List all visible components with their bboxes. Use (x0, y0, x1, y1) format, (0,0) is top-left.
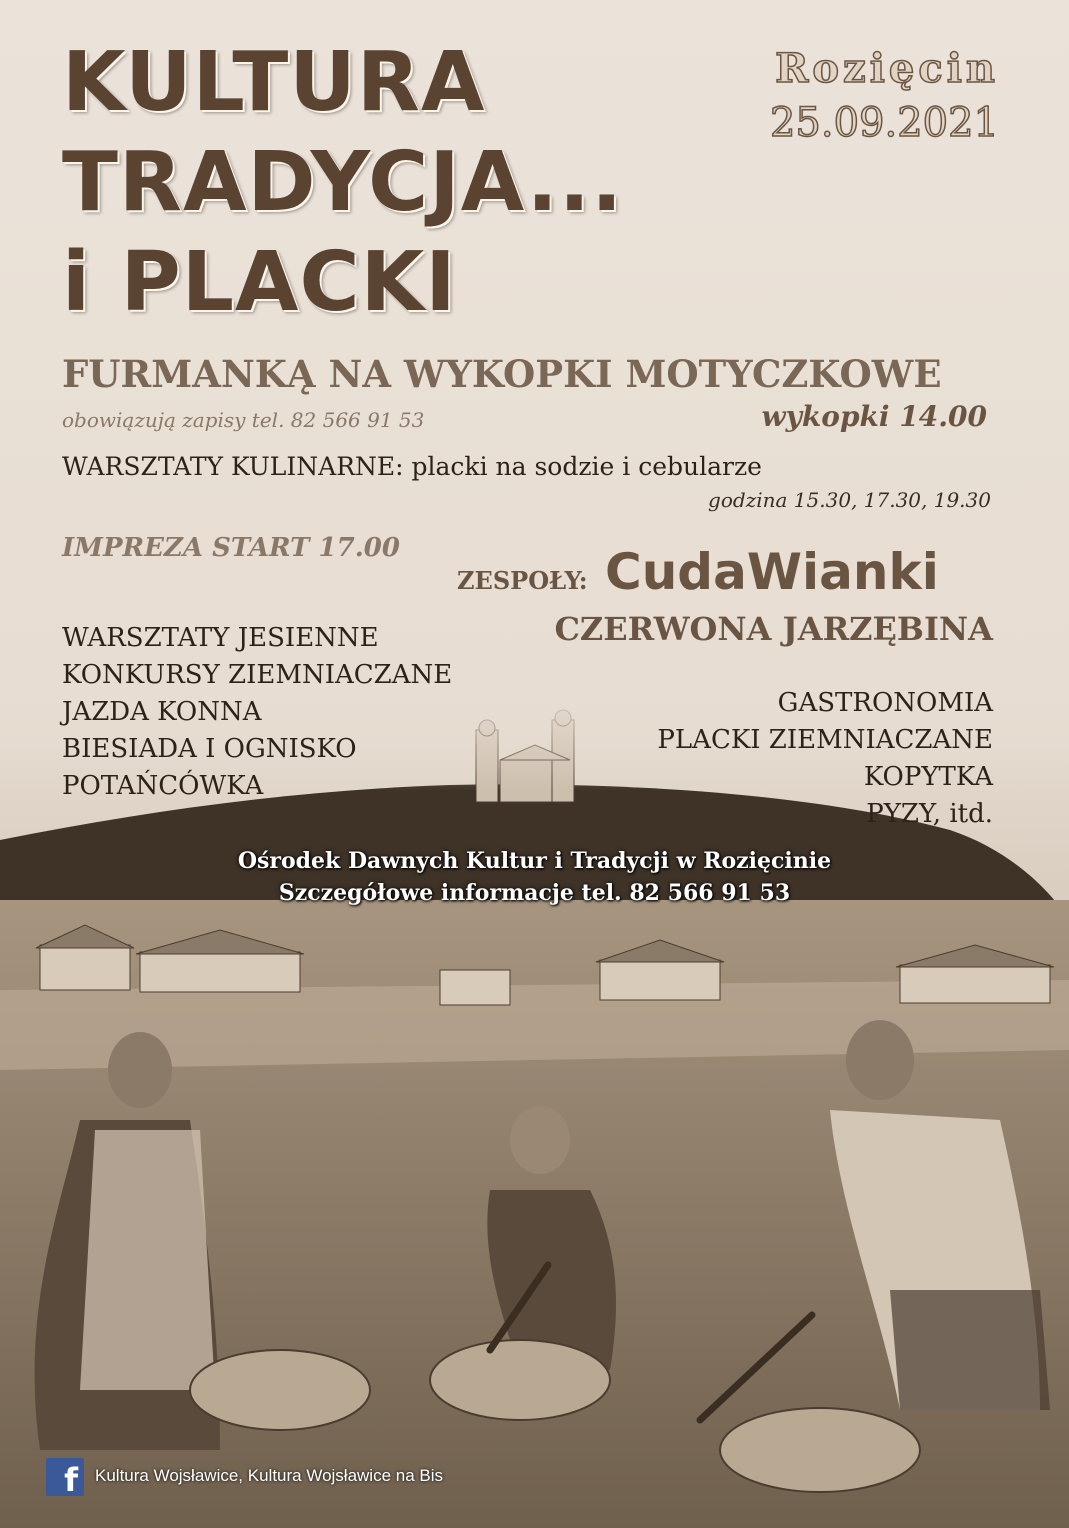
list-item: WARSZTATY JESIENNE (62, 623, 379, 653)
activities-list (62, 620, 452, 805)
workshop-hours: godzina 15.30, 17.30, 19.30 (708, 488, 991, 512)
facebook-icon[interactable]: f (46, 1458, 84, 1496)
registration-note: obowiązują zapisy tel. 82 566 91 53 (62, 408, 425, 432)
title-line-2: TRADYCJA... (62, 135, 624, 230)
list-item: POTAŃCÓWKA (62, 771, 264, 801)
info-phone: Szczegółowe informacje tel. 82 566 91 53 (278, 880, 791, 906)
list-item: KOPYTKA (863, 762, 993, 792)
workshops-text: WARSZTATY KULINARNE: placki na sodzie i cebularze (62, 452, 762, 481)
bands-label: ZESPOŁY: (457, 566, 588, 595)
list-item: PYZY, itd. (866, 799, 993, 829)
list-item: BIESIADA I OGNISKO (62, 734, 357, 764)
title-line-3: i PLACKI (62, 235, 457, 330)
event-place: Rozięcin (775, 45, 999, 92)
list-item: PLACKI ZIEMNIACZANE (657, 725, 993, 755)
digging-time: wykopki 14.00 (761, 400, 987, 433)
facebook-pages[interactable]: Kultura Wojsławice, Kultura Wojsławice na Bis (95, 1466, 444, 1485)
organizer: Ośrodek Dawnych Kultur i Tradycji w Rozięcinie (237, 848, 832, 874)
list-item: KONKURSY ZIEMNIACZANE (62, 660, 453, 690)
list-item: JAZDA KONNA (62, 697, 262, 727)
list-item: GASTRONOMIA (777, 688, 993, 718)
band-main: CudaWianki (605, 543, 939, 601)
gastronomy-list (657, 685, 993, 833)
event-start: IMPREZA START 17.00 (62, 533, 400, 563)
band-second: CZERWONA JARZĘBINA (554, 610, 993, 648)
title-line-1: KULTURA (62, 35, 486, 130)
event-date: 25.09.2021 (769, 100, 999, 146)
subtitle: FURMANKĄ NA WYKOPKI MOTYCZKOWE (62, 352, 942, 396)
